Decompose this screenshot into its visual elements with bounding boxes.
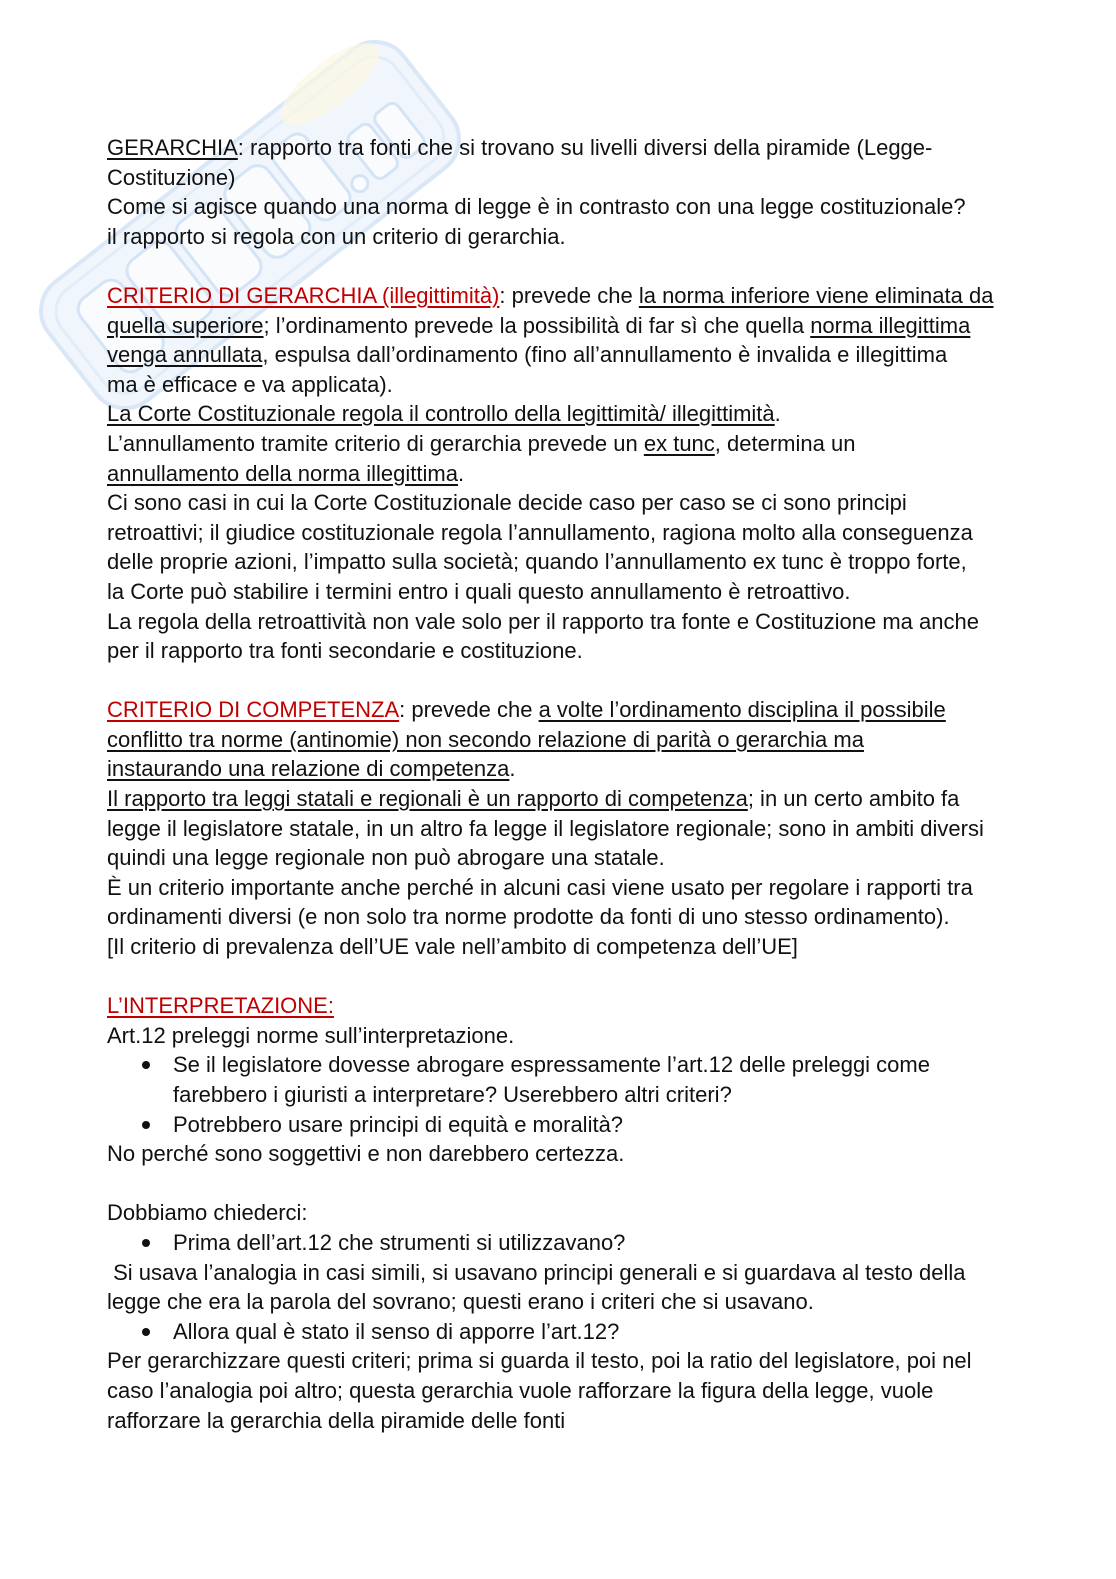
text-run: legge che era la parola del sovrano; questi erano i criteri che si usavano. [107,1289,814,1315]
text-run: Costituzione) [107,164,236,190]
text-line [107,577,1087,607]
section-heading: GERARCHIA [107,135,238,160]
underlined-text: instaurando una relazione di competenza [107,756,510,782]
text-line [107,163,1087,193]
text-run: , determina un [714,430,856,456]
text-run: caso l’analogia poi altro; questa gerarchia vuole rafforzare la figura della legge, vuole [107,1377,934,1403]
text-run: . [457,460,465,486]
text-line [107,281,1087,311]
underlined-text: norma illegittima [810,312,971,338]
section-criterio-competenza [107,695,1087,961]
text-run: delle proprie azioni, l’impatto sulla società; quando l’annullamento ex tunc è troppo forte, [107,549,967,575]
section-heading: CRITERIO DI COMPETENZA [107,697,400,723]
text-run: quindi una legge regionale non può abrogare una statale. [107,845,665,871]
text-run: Potrebbero usare principi di equità e moralità? [173,1111,624,1137]
text-run: legge il legislatore statale, in un altro fa legge il legislatore regionale; sono in ambiti diversi [107,815,984,841]
section-heading: CRITERIO DI GERARCHIA (illegittimità) [107,282,500,308]
section-domande [107,1198,1087,1435]
text-run: ; in un certo ambito fa [747,786,960,812]
text-run: Art.12 preleggi norme sull’interpretazione. [107,1022,515,1048]
text-line [107,784,1087,814]
text-line [107,1287,1087,1317]
text-line [107,518,1087,548]
text-run: , espulsa dall’ordinamento (fino all’annullamento è invalida e illegittima [262,342,948,368]
text-line [107,459,1087,489]
text-run: la Corte può stabilire i termini entro i quali questo annullamento è retroattivo. [107,578,851,604]
text-run: Prima dell’art.12 che strumenti si utilizzavano? [173,1229,626,1255]
text-run: : prevede che [399,697,539,723]
text-line [107,873,1087,903]
bullet-item [107,1110,1087,1140]
text-run: il rapporto si regola con un criterio di gerarchia. [107,223,566,249]
text-line [107,636,1087,666]
section-heading: L’INTERPRETAZIONE: [107,993,334,1019]
text-line [107,1346,1087,1376]
text-line [107,311,1087,341]
text-line [107,1198,1087,1228]
bullet-icon [142,1121,150,1129]
text-line [107,1376,1087,1406]
text-line [107,1080,1087,1110]
text-line [107,488,1087,518]
section-criterio-gerarchia [107,281,1087,666]
text-run: Per gerarchizzare questi criteri; prima si guarda il testo, poi la ratio del legislatore, poi nel [107,1348,972,1374]
text-line [107,932,1087,962]
text-line [107,814,1087,844]
text-run: ordinamenti diversi (e non solo tra norme prodotte da fonti di uno stesso ordinamento). [107,904,950,930]
text-run: La regola della retroattività non vale solo per il rapporto tra fonte e Costituzione ma anche [107,608,979,634]
text-line [107,754,1087,784]
text-run: Se il legislatore dovesse abrogare espressamente l’art.12 delle preleggi come [173,1052,930,1078]
text-line [107,725,1087,755]
underlined-text: ex tunc [643,430,715,456]
text-run: ; l’ordinamento prevede la possibilità di far sì che quella [263,312,811,338]
text-run: L’annullamento tramite criterio di gerarchia prevede un [107,430,644,456]
text-line [107,1139,1087,1169]
text-run: . [509,756,516,782]
text-run: Come si agisce quando una norma di legge è in contrasto con una legge costituzionale? [107,194,966,220]
text-run: farebbero i giuristi a interpretare? Userebbero altri criteri? [173,1082,732,1107]
text-line [107,843,1087,873]
text-line [107,133,1087,163]
underlined-text: a volte l’ordinamento disciplina il possibile [538,697,946,723]
text-run: Si usava l’analogia in casi simili, si usavano principi generali e si guardava al testo della [107,1259,966,1285]
section-gerarchia [107,133,1087,251]
text-line [107,1258,1087,1288]
text-line [107,695,1087,725]
text-line [107,607,1087,637]
bullet-item [107,1317,1087,1347]
text-run: . [774,401,781,427]
underlined-text: quella superiore [107,312,264,338]
bullet-icon [142,1239,150,1247]
text-line [107,1406,1087,1436]
text-run: Allora qual è stato il senso di apporre l’art.12? [173,1318,620,1344]
text-run: [Il criterio di prevalenza dell’UE vale nell’ambito di competenza dell’UE] [107,934,798,960]
text-line [107,991,1087,1021]
underlined-text: La Corte Costituzionale regola il controllo della legittimità/ illegittimità [107,401,775,427]
text-run: Ci sono casi in cui la Corte Costituzionale decide caso per caso se ci sono principi [107,490,907,516]
underlined-text: Il rapporto tra leggi statali e regionali è un rapporto di competenza [107,786,748,812]
text-run: Dobbiamo chiederci: [107,1200,308,1226]
underlined-text: conflitto tra norme (antinomie) non secondo relazione di parità o gerarchia ma [107,726,864,752]
text-line [107,429,1087,459]
text-line [107,340,1087,370]
text-line [107,399,1087,429]
bullet-item [107,1050,1087,1080]
text-run: : rapporto tra fonti che si trovano su livelli diversi della piramide (Legge- [237,135,933,160]
text-line [107,370,1087,400]
text-run: per il rapporto tra fonti secondarie e costituzione. [107,638,583,664]
text-run: È un criterio importante anche perché in alcuni casi viene usato per regolare i rapporti tra [107,874,973,900]
underlined-text: venga annullata [107,342,263,368]
section-interpretazione [107,991,1087,1169]
text-run: ma è efficace e va applicata). [107,371,393,397]
text-line [107,1021,1087,1051]
underlined-text: annullamento della norma illegittima [107,460,458,486]
underlined-text: la norma inferiore viene eliminata da [638,282,994,308]
text-run: : prevede che [499,282,639,308]
text-line [107,222,1087,252]
bullet-item [107,1228,1087,1258]
text-run: rafforzare la gerarchia della piramide delle fonti [107,1407,566,1433]
text-line [107,192,1087,222]
text-line [107,547,1087,577]
text-run: retroattivi; il giudice costituzionale regola l’annullamento, ragiona molto alla conseguenza [107,519,973,545]
bullet-icon [142,1061,150,1069]
bullet-icon [142,1328,150,1336]
text-run: No perché sono soggettivi e non darebbero certezza. [107,1141,625,1167]
document-body [107,133,1087,1435]
text-line [107,902,1087,932]
